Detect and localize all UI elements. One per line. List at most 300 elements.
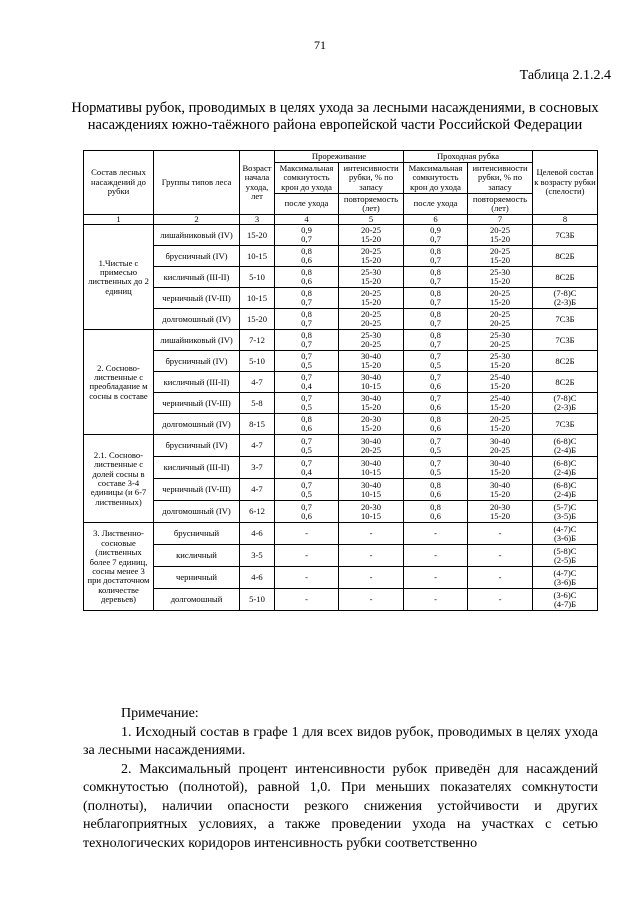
cell-value: 0,9 (301, 225, 312, 235)
cell-value: 25-30 (360, 330, 382, 340)
value-cell (275, 330, 339, 351)
header-max-density: Максимальная сомкнутость крон до ухода (275, 163, 339, 194)
table-row (84, 330, 598, 351)
cell-value: 15-20 (489, 276, 511, 287)
cell-value: - (305, 572, 308, 583)
cell-value: 30-40 (360, 435, 382, 446)
table-row (84, 501, 598, 523)
target-composition: (6-8)С (2-4)Б (533, 457, 598, 479)
value-cell (339, 545, 404, 567)
cell-value: 0,6 (430, 381, 441, 392)
value-cell (468, 501, 533, 523)
cell-value: 20-25 (489, 246, 511, 256)
value-cell (468, 545, 533, 567)
forest-type: кисличный (III-II) (154, 457, 240, 479)
cell-value: 30-40 (360, 351, 382, 361)
value-cell (339, 246, 404, 267)
value-cell (468, 267, 533, 288)
cell-value: 30-40 (489, 479, 511, 490)
table-row (84, 435, 598, 457)
forest-type: черничный (IV-III) (154, 479, 240, 501)
table-row (84, 288, 598, 309)
cell-value: 0,6 (301, 276, 312, 287)
cell-value: 15-20 (489, 297, 511, 308)
table-row (84, 372, 598, 393)
forest-type: лишайниковый (IV) (154, 225, 240, 246)
value-cell (404, 309, 468, 330)
value-cell (339, 225, 404, 246)
forest-type: черничный (154, 567, 240, 589)
value-cell (275, 393, 339, 414)
table-row (84, 457, 598, 479)
cell-value: 20-30 (489, 501, 511, 512)
value-cell (404, 393, 468, 414)
cell-value: 0,8 (430, 309, 441, 319)
cell-value: 20-25 (489, 318, 511, 329)
value-cell (468, 288, 533, 309)
value-cell (404, 545, 468, 567)
value-cell (275, 435, 339, 457)
value-cell (275, 457, 339, 479)
value-cell (275, 523, 339, 545)
table-row (84, 567, 598, 589)
cell-value: 0,7 (430, 393, 441, 403)
cell-value: 30-40 (360, 479, 382, 490)
cell-value: 20-30 (360, 501, 382, 512)
header-after-care: после ухода (275, 194, 339, 215)
cell-value: - (305, 594, 308, 605)
value-cell (468, 246, 533, 267)
cell-value: 0,7 (430, 339, 441, 350)
target-composition: 7С3Б (533, 225, 598, 246)
table-label: Таблица 2.1.2.4 (519, 68, 611, 83)
cell-value: 0,5 (430, 444, 441, 455)
column-number: 3 (240, 215, 275, 225)
column-number: 8 (533, 215, 598, 225)
cell-value: 0,7 (430, 351, 441, 361)
value-cell (404, 246, 468, 267)
forest-type: кисличный (III-II) (154, 267, 240, 288)
header-repeat: повторяемость (лет) (339, 194, 404, 215)
table-row (84, 309, 598, 330)
header-intensity: интенсивности рубки, % по запасу (339, 163, 404, 194)
value-cell (275, 267, 339, 288)
value-cell (275, 567, 339, 589)
value-cell (468, 309, 533, 330)
forest-type: лишайниковый (IV) (154, 330, 240, 351)
start-age: 4-6 (240, 523, 275, 545)
cell-value: 10-15 (360, 381, 382, 392)
value-cell (468, 372, 533, 393)
start-age: 8-15 (240, 414, 275, 435)
value-cell (404, 479, 468, 501)
value-cell (275, 545, 339, 567)
table-row (84, 351, 598, 372)
target-composition: (4-7)С (3-6)Б (533, 567, 598, 589)
start-age: 5-10 (240, 267, 275, 288)
cell-value: 15-20 (489, 423, 511, 434)
column-number: 7 (468, 215, 533, 225)
table-row (84, 523, 598, 545)
forest-type: долгомошный (IV) (154, 501, 240, 523)
value-cell (275, 414, 339, 435)
cell-value: 0,7 (301, 351, 312, 361)
forest-type: кисличный (154, 545, 240, 567)
table-row (84, 545, 598, 567)
target-composition: (5-8)С (2-5)Б (533, 545, 598, 567)
start-age: 15-20 (240, 309, 275, 330)
forest-type: кисличный (III-II) (154, 372, 240, 393)
cell-value: 25-30 (489, 330, 511, 340)
value-cell (468, 523, 533, 545)
start-age: 3-7 (240, 457, 275, 479)
cell-value: 20-25 (360, 246, 382, 256)
cell-value: 0,8 (301, 414, 312, 424)
cell-value: 30-40 (360, 393, 382, 403)
cell-value: 20-25 (360, 444, 382, 455)
value-cell (404, 457, 468, 479)
cell-value: 25-30 (489, 267, 511, 277)
cell-value: 0,7 (430, 318, 441, 329)
table-row (84, 246, 598, 267)
cell-value: 0,6 (430, 402, 441, 413)
cell-value: 25-30 (489, 351, 511, 361)
column-number: 4 (275, 215, 339, 225)
start-age: 15-20 (240, 225, 275, 246)
cell-value: 20-25 (489, 309, 511, 319)
cell-value: 0,8 (301, 246, 312, 256)
cell-value: 20-25 (489, 288, 511, 298)
forest-type: брусничный (IV) (154, 351, 240, 372)
value-cell (404, 414, 468, 435)
start-age: 4-7 (240, 435, 275, 457)
start-age: 5-8 (240, 393, 275, 414)
value-cell (339, 589, 404, 611)
start-age: 10-15 (240, 246, 275, 267)
cell-value: 0,7 (430, 234, 441, 245)
value-cell (404, 267, 468, 288)
cell-value: 0,7 (301, 501, 312, 512)
value-cell (275, 288, 339, 309)
start-age: 7-12 (240, 330, 275, 351)
value-cell (468, 351, 533, 372)
value-cell (339, 288, 404, 309)
cell-value: 15-20 (489, 360, 511, 371)
cell-value: 15-20 (489, 381, 511, 392)
value-cell (468, 589, 533, 611)
cell-value: 0,5 (301, 444, 312, 455)
cell-value: 15-20 (360, 276, 382, 287)
cell-value: 20-25 (360, 225, 382, 235)
start-age: 10-15 (240, 288, 275, 309)
cell-value: 0,7 (301, 318, 312, 329)
cell-value: 0,7 (301, 393, 312, 403)
cell-value: 15-20 (489, 255, 511, 266)
cell-value: - (305, 528, 308, 539)
cell-value: 0,5 (301, 488, 312, 499)
cell-value: - (369, 550, 373, 561)
value-cell (275, 246, 339, 267)
value-cell (339, 414, 404, 435)
value-cell (404, 225, 468, 246)
value-cell (468, 435, 533, 457)
cell-value: 30-40 (489, 457, 511, 468)
group-name: 1.Чистые с примесью лиственных до 2 единиц (84, 225, 154, 330)
page-number: 71 (314, 38, 326, 52)
cell-value: 0,5 (430, 360, 441, 371)
value-cell (339, 330, 404, 351)
value-cell (339, 393, 404, 414)
value-cell (339, 501, 404, 523)
cell-value: 15-20 (360, 297, 382, 308)
target-composition: 8С2Б (533, 372, 598, 393)
cell-value: 0,7 (301, 339, 312, 350)
column-number-row (84, 215, 598, 225)
cell-value: - (434, 550, 437, 561)
value-cell (339, 372, 404, 393)
cell-value: 0,8 (430, 414, 441, 424)
cell-value: 15-20 (489, 466, 511, 477)
cell-value: - (498, 572, 502, 583)
value-cell (468, 567, 533, 589)
target-composition: (6-8)С (2-4)Б (533, 435, 598, 457)
value-cell (404, 330, 468, 351)
cell-value: - (305, 550, 308, 561)
header-thinning: Прореживание (275, 151, 404, 163)
header-repeat: повторяемость (лет) (468, 194, 533, 215)
cell-value: 0,7 (301, 435, 312, 446)
group-name: 2.1. Сосново-лиственные с долей сосны в составе 3-4 единицы (и 6-7 лиственных) (84, 435, 154, 523)
value-cell (404, 589, 468, 611)
start-age: 3-5 (240, 545, 275, 567)
forest-type: долгомошный (IV) (154, 414, 240, 435)
table-row (84, 393, 598, 414)
cell-value: 0,5 (301, 360, 312, 371)
cell-value: 10-15 (360, 488, 382, 499)
cell-value: 0,5 (301, 402, 312, 413)
cell-value: 0,4 (301, 381, 312, 392)
column-number: 6 (404, 215, 468, 225)
cell-value: 20-25 (489, 339, 511, 350)
cell-value: 0,8 (301, 330, 312, 340)
target-composition: 7С3Б (533, 309, 598, 330)
forest-type: черничный (IV-III) (154, 393, 240, 414)
forest-type: брусничный (154, 523, 240, 545)
start-age: 4-6 (240, 567, 275, 589)
cell-value: 30-40 (360, 372, 382, 382)
cell-value: 0,4 (301, 466, 312, 477)
target-composition: 8С2Б (533, 351, 598, 372)
cell-value: 0,7 (430, 276, 441, 287)
target-composition: (7-8)С (2-3)Б (533, 393, 598, 414)
cell-value: 30-40 (489, 435, 511, 446)
cell-value: 15-20 (360, 234, 382, 245)
table-row (84, 267, 598, 288)
cell-value: 20-25 (489, 225, 511, 235)
cell-value: 0,8 (430, 267, 441, 277)
value-cell (404, 501, 468, 523)
start-age: 5-10 (240, 589, 275, 611)
cell-value: 0,7 (301, 457, 312, 468)
forest-type: долгомошный (IV) (154, 309, 240, 330)
value-cell (275, 225, 339, 246)
header-after-care: после ухода (404, 194, 468, 215)
cell-value: 0,5 (430, 466, 441, 477)
cell-value: 0,7 (301, 372, 312, 382)
cell-value: 0,8 (430, 479, 441, 490)
target-composition: (6-8)С (2-4)Б (533, 479, 598, 501)
cell-value: 20-25 (489, 414, 511, 424)
cell-value: 0,8 (301, 309, 312, 319)
start-age: 4-7 (240, 372, 275, 393)
group-name: 2. Сосново-лиственные с преобладание м сосны в составе (84, 330, 154, 435)
value-cell (468, 414, 533, 435)
cell-value: 0,7 (430, 435, 441, 446)
cell-value: 0,6 (301, 510, 312, 521)
table-row (84, 414, 598, 435)
cell-value: 0,9 (430, 225, 441, 235)
target-composition: (3-6)С (4-7)Б (533, 589, 598, 611)
target-composition: 7С3Б (533, 330, 598, 351)
cell-value: 0,8 (430, 246, 441, 256)
header-forest-types: Группы типов леса (154, 151, 240, 215)
value-cell (404, 435, 468, 457)
value-cell (468, 393, 533, 414)
cell-value: 15-20 (360, 255, 382, 266)
cell-value: 10-15 (360, 466, 382, 477)
cell-value: 0,8 (301, 267, 312, 277)
cell-value: 0,7 (430, 372, 441, 382)
table-title: Нормативы рубок, проводимых в целях ухода за лесными насаждениями, в сосновых насаждениях южно-таёжного района европейской части Российской Федерации (71, 100, 599, 133)
forest-type: брусничный (IV) (154, 435, 240, 457)
cell-value: 20-25 (360, 339, 382, 350)
cell-value: 25-40 (489, 393, 511, 403)
header-target-composition: Целевой состав к возрасту рубки (спелости) (533, 151, 598, 215)
value-cell (339, 567, 404, 589)
cell-value: 10-15 (360, 510, 382, 521)
target-composition: 8С2Б (533, 246, 598, 267)
cell-value: 0,6 (301, 423, 312, 434)
target-composition: (4-7)С (3-6)Б (533, 523, 598, 545)
note-item: 2. Максимальный процент интенсивности рубок приведён для насаждений сомкнутостью (полнотой), равной 1,0. При меньших показателях сомкнутости (полноты), наличии опасности резкого снижения устойчивости и других неблагоприятных условиях, а также проведении ухода на участках с сетью технологических коридоров интенсивность рубки соответственно (83, 761, 598, 851)
cell-value: - (369, 594, 373, 605)
value-cell (468, 457, 533, 479)
cell-value: 0,6 (430, 488, 441, 499)
value-cell (468, 225, 533, 246)
value-cell (275, 479, 339, 501)
value-cell (339, 309, 404, 330)
value-cell (275, 501, 339, 523)
forest-type: брусничный (IV) (154, 246, 240, 267)
value-cell (404, 567, 468, 589)
cell-value: - (498, 594, 502, 605)
value-cell (339, 351, 404, 372)
header-max-density: Максимальная сомкнутость крон до ухода (404, 163, 468, 194)
cell-value: 0,7 (430, 457, 441, 468)
cell-value: 15-20 (360, 360, 382, 371)
forest-type: долгомошный (154, 589, 240, 611)
cell-value: 0,8 (430, 288, 441, 298)
cell-value: 20-30 (360, 414, 382, 424)
cell-value: 0,6 (430, 423, 441, 434)
cell-value: 20-25 (489, 444, 511, 455)
value-cell (404, 372, 468, 393)
value-cell (468, 479, 533, 501)
notes-heading: Примечание: (121, 706, 199, 721)
value-cell (275, 589, 339, 611)
cell-value: 20-25 (360, 318, 382, 329)
cell-value: 0,8 (430, 501, 441, 512)
cell-value: 0,7 (301, 234, 312, 245)
cell-value: - (434, 572, 437, 583)
target-composition: 7С3Б (533, 414, 598, 435)
column-number: 1 (84, 215, 154, 225)
header-intensity: интенсивности рубки, % по запасу (468, 163, 533, 194)
cell-value: 0,7 (430, 255, 441, 266)
cell-value: 0,7 (301, 479, 312, 490)
forest-type: черничный (IV-III) (154, 288, 240, 309)
cell-value: 0,6 (430, 510, 441, 521)
cell-value: 15-20 (489, 488, 511, 499)
cell-value: - (434, 594, 437, 605)
cell-value: - (369, 528, 373, 539)
value-cell (404, 288, 468, 309)
cell-value: - (498, 528, 502, 539)
cell-value: 0,7 (301, 297, 312, 308)
header-passage-cutting: Проходная рубка (404, 151, 533, 163)
cell-value: 0,6 (301, 255, 312, 266)
cell-value: 0,7 (430, 297, 441, 308)
start-age: 6-12 (240, 501, 275, 523)
table-row (84, 589, 598, 611)
cell-value: - (498, 550, 502, 561)
cell-value: 25-40 (489, 372, 511, 382)
cell-value: 15-20 (489, 510, 511, 521)
standards-table (83, 150, 598, 611)
cell-value: 0,8 (301, 288, 312, 298)
group-name: 3. Лиственно-сосновые (лиственных более 7 единиц, сосны менее 3 при достаточном количестве деревьев) (84, 523, 154, 611)
table-row (84, 225, 598, 246)
table-row (84, 479, 598, 501)
cell-value: 20-25 (360, 309, 382, 319)
cell-value: 25-30 (360, 267, 382, 277)
cell-value: 30-40 (360, 457, 382, 468)
target-composition: (5-7)С (3-5)Б (533, 501, 598, 523)
column-number: 5 (339, 215, 404, 225)
value-cell (339, 523, 404, 545)
value-cell (404, 523, 468, 545)
cell-value: 15-20 (360, 402, 382, 413)
value-cell (339, 435, 404, 457)
value-cell (404, 351, 468, 372)
value-cell (339, 457, 404, 479)
value-cell (339, 267, 404, 288)
target-composition: 8С2Б (533, 267, 598, 288)
cell-value: 20-25 (360, 288, 382, 298)
cell-value: - (369, 572, 373, 583)
note-item: 1. Исходный состав в графе 1 для всех видов рубок, проводимых в целях ухода за лесными насаждениями. (83, 724, 598, 758)
value-cell (339, 479, 404, 501)
header-age: Возраст начала ухода, лет (240, 151, 275, 215)
value-cell (275, 351, 339, 372)
cell-value: - (434, 528, 437, 539)
column-number: 2 (154, 215, 240, 225)
value-cell (275, 309, 339, 330)
cell-value: 15-20 (360, 423, 382, 434)
value-cell (275, 372, 339, 393)
header-composition: Состав лесных насаждений до рубки (84, 151, 154, 215)
cell-value: 15-20 (489, 234, 511, 245)
